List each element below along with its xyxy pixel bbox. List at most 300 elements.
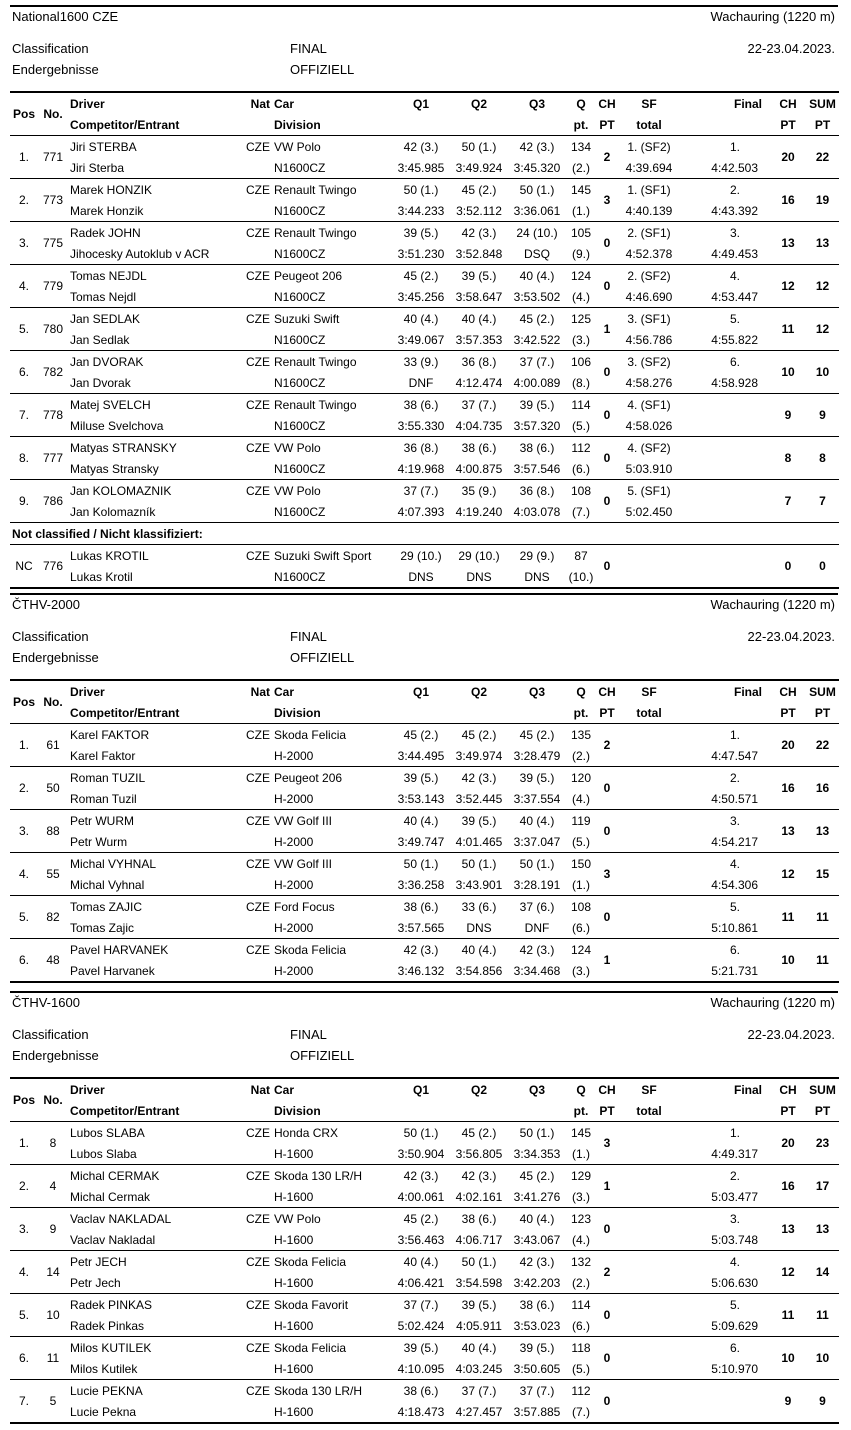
q2-time: 4:06.717 bbox=[455, 1232, 503, 1247]
no-cell: 55 bbox=[38, 853, 68, 896]
division-cell: N1600CZ bbox=[274, 375, 326, 390]
final-time bbox=[680, 566, 770, 588]
chpt-cell: 9 bbox=[770, 394, 806, 437]
sf-time: 4:58.026 bbox=[625, 418, 673, 433]
table-row bbox=[10, 939, 839, 961]
driver-cell: Jan DVORAK bbox=[68, 351, 240, 373]
division-cell: N1600CZ bbox=[274, 504, 326, 519]
status-final: FINAL bbox=[290, 629, 327, 644]
col-competitor: Competitor/Entrant bbox=[70, 705, 180, 720]
venue: Wachauring (1220 m) bbox=[710, 995, 835, 1010]
table-row bbox=[10, 1251, 839, 1273]
q3-points: 37 (7.) bbox=[508, 351, 566, 373]
car-cell: Peugeot 206 bbox=[272, 767, 392, 789]
final-time: 4:43.392 bbox=[711, 203, 758, 218]
table-row-sub bbox=[10, 372, 839, 394]
pos-cell: 6. bbox=[10, 939, 38, 983]
table-row-sub bbox=[10, 200, 839, 222]
sum-cell: 12 bbox=[806, 308, 839, 351]
pos-cell: 2. bbox=[10, 179, 38, 222]
ch-points: 0 bbox=[596, 222, 618, 265]
competitor-cell: Milos Kutilek bbox=[70, 1361, 138, 1376]
col-final: Final bbox=[733, 684, 762, 699]
q-rank: (6.) bbox=[572, 920, 590, 935]
car-cell: Renault Twingo bbox=[272, 179, 392, 201]
q3-time: 3:36.061 bbox=[513, 203, 561, 218]
q2-points: 38 (6.) bbox=[450, 1208, 508, 1230]
sf-time bbox=[618, 1272, 680, 1294]
q3-points: 40 (4.) bbox=[508, 810, 566, 832]
table-header-row bbox=[10, 680, 839, 702]
col-car: Car bbox=[274, 96, 295, 111]
competitor-cell: Petr Jech bbox=[70, 1275, 121, 1290]
division-cell: H-2000 bbox=[274, 748, 314, 763]
q1-points: 29 (10.) bbox=[392, 545, 450, 567]
competitor-cell: Michal Cermak bbox=[70, 1189, 151, 1204]
q-rank: (6.) bbox=[572, 461, 590, 476]
col-final: Final bbox=[733, 96, 762, 111]
chpt-cell: 10 bbox=[770, 939, 806, 983]
q2-points: 50 (1.) bbox=[450, 853, 508, 875]
division-cell: H-2000 bbox=[274, 834, 314, 849]
sf-time: 4:58.276 bbox=[625, 375, 673, 390]
q-rank: (3.) bbox=[572, 963, 590, 978]
final-position: 2. bbox=[680, 179, 770, 201]
pos-cell: 2. bbox=[10, 767, 38, 810]
table-row bbox=[10, 136, 839, 158]
q2-points: 50 (1.) bbox=[450, 1251, 508, 1273]
q2-time: 3:54.856 bbox=[455, 963, 503, 978]
competitor-cell: Michal Vyhnal bbox=[70, 877, 145, 892]
table-row-sub bbox=[10, 1315, 839, 1337]
division-cell: N1600CZ bbox=[274, 160, 326, 175]
ch-points: 1 bbox=[596, 308, 618, 351]
division-cell: H-1600 bbox=[274, 1146, 314, 1161]
q-points: 105 bbox=[566, 222, 596, 244]
table-row-sub bbox=[10, 1401, 839, 1423]
car-cell: VW Golf III bbox=[272, 853, 392, 875]
nat-cell: CZE bbox=[240, 724, 272, 746]
q1-points: 40 (4.) bbox=[392, 1251, 450, 1273]
sf-time bbox=[618, 1143, 680, 1165]
q3-points: 40 (4.) bbox=[508, 265, 566, 287]
status-offiziell: OFFIZIELL bbox=[290, 1048, 355, 1063]
q1-time: 4:07.393 bbox=[397, 504, 445, 519]
final-time: 4:47.547 bbox=[711, 748, 758, 763]
sum-cell: 12 bbox=[806, 265, 839, 308]
q1-points: 42 (3.) bbox=[392, 136, 450, 158]
q-points: 150 bbox=[566, 853, 596, 875]
q3-points: 42 (3.) bbox=[508, 136, 566, 158]
sf-position bbox=[618, 939, 680, 961]
chpt-cell: 16 bbox=[770, 1165, 806, 1208]
q-points: 124 bbox=[566, 939, 596, 961]
final-time: 4:49.317 bbox=[711, 1146, 758, 1161]
final-position bbox=[680, 1380, 770, 1402]
sum-cell: 11 bbox=[806, 896, 839, 939]
competitor-cell: Roman Tuzil bbox=[70, 791, 137, 806]
car-cell: Skoda Felicia bbox=[272, 1251, 392, 1273]
col-q1: Q1 bbox=[412, 96, 429, 111]
col-ch-sub: PT bbox=[599, 117, 615, 132]
q-points: 120 bbox=[566, 767, 596, 789]
q3-points: 37 (6.) bbox=[508, 896, 566, 918]
q2-time: 3:49.974 bbox=[455, 748, 503, 763]
sf-position: 4. (SF1) bbox=[618, 394, 680, 416]
table-row bbox=[10, 480, 839, 502]
sf-time bbox=[618, 874, 680, 896]
no-cell: 771 bbox=[38, 136, 68, 179]
status-offiziell: OFFIZIELL bbox=[290, 62, 355, 77]
q3-points: 40 (4.) bbox=[508, 1208, 566, 1230]
sf-position: 2. (SF2) bbox=[618, 265, 680, 287]
q-points: 135 bbox=[566, 724, 596, 746]
division-cell: H-1600 bbox=[274, 1361, 314, 1376]
q1-time: 4:06.421 bbox=[397, 1275, 445, 1290]
q2-points: 45 (2.) bbox=[450, 179, 508, 201]
q3-time: 3:53.023 bbox=[513, 1318, 561, 1333]
table-row bbox=[10, 545, 839, 567]
car-cell: Peugeot 206 bbox=[272, 265, 392, 287]
table-row bbox=[10, 1122, 839, 1144]
q3-time: 3:41.276 bbox=[513, 1189, 561, 1204]
col-nat: Nat bbox=[250, 684, 270, 699]
no-cell: 88 bbox=[38, 810, 68, 853]
final-time: 5:03.477 bbox=[711, 1189, 758, 1204]
q1-time: 3:51.230 bbox=[397, 246, 445, 261]
ch-points: 0 bbox=[596, 265, 618, 308]
col-sf-sub: total bbox=[636, 705, 662, 720]
car-cell: Suzuki Swift Sport bbox=[272, 545, 392, 567]
car-cell: Renault Twingo bbox=[272, 394, 392, 416]
table-row bbox=[10, 265, 839, 287]
driver-cell: Jan SEDLAK bbox=[68, 308, 240, 330]
chpt-cell: 0 bbox=[770, 545, 806, 589]
division-cell: N1600CZ bbox=[274, 246, 326, 261]
col-chpt-sub: PT bbox=[780, 117, 796, 132]
q1-time: 3:55.330 bbox=[397, 418, 445, 433]
results-table bbox=[10, 91, 839, 589]
table-row bbox=[10, 222, 839, 244]
q-rank: (2.) bbox=[572, 748, 590, 763]
driver-cell: Tomas ZAJIC bbox=[68, 896, 240, 918]
col-nat: Nat bbox=[250, 96, 270, 111]
driver-cell: Marek HONZIK bbox=[68, 179, 240, 201]
division-cell: N1600CZ bbox=[274, 569, 326, 584]
status-final: FINAL bbox=[290, 41, 327, 56]
chpt-cell: 16 bbox=[770, 179, 806, 222]
pos-cell: 7. bbox=[10, 394, 38, 437]
col-pos: Pos bbox=[12, 695, 35, 709]
final-time: 4:42.503 bbox=[711, 160, 758, 175]
col-division: Division bbox=[274, 1103, 321, 1118]
q1-time: 3:45.985 bbox=[397, 160, 445, 175]
q1-time: 5:02.424 bbox=[397, 1318, 445, 1333]
final-time bbox=[680, 501, 770, 523]
q1-points: 42 (3.) bbox=[392, 939, 450, 961]
ch-points: 3 bbox=[596, 179, 618, 222]
pos-cell: 5. bbox=[10, 1294, 38, 1337]
classification-label: Classification bbox=[12, 629, 89, 644]
q2-time: 3:52.445 bbox=[455, 791, 503, 806]
competitor-cell: Tomas Nejdl bbox=[70, 289, 137, 304]
q1-points: 50 (1.) bbox=[392, 853, 450, 875]
venue: Wachauring (1220 m) bbox=[710, 9, 835, 24]
q1-time: 3:50.904 bbox=[397, 1146, 445, 1161]
final-time: 4:54.306 bbox=[711, 877, 758, 892]
driver-cell: Matyas STRANSKY bbox=[68, 437, 240, 459]
table-header-row bbox=[10, 114, 839, 136]
table-row bbox=[10, 724, 839, 746]
col-q: Q bbox=[576, 684, 586, 699]
table-row bbox=[10, 767, 839, 789]
nat-cell: CZE bbox=[240, 351, 272, 373]
no-cell: 82 bbox=[38, 896, 68, 939]
driver-cell: Radek JOHN bbox=[68, 222, 240, 244]
ch-points: 1 bbox=[596, 1165, 618, 1208]
table-row-sub bbox=[10, 501, 839, 523]
q-points: 108 bbox=[566, 896, 596, 918]
q2-points: 42 (3.) bbox=[450, 767, 508, 789]
table-row-sub bbox=[10, 286, 839, 308]
competitor-cell: Marek Honzik bbox=[70, 203, 144, 218]
q2-points: 42 (3.) bbox=[450, 1165, 508, 1187]
final-time: 5:10.970 bbox=[711, 1361, 758, 1376]
col-sf: SF bbox=[641, 1082, 657, 1097]
final-position: 6. bbox=[680, 939, 770, 961]
chpt-cell: 12 bbox=[770, 853, 806, 896]
sf-time bbox=[618, 1401, 680, 1423]
table-header-row bbox=[10, 702, 839, 724]
col-q1: Q1 bbox=[412, 684, 429, 699]
chpt-cell: 11 bbox=[770, 308, 806, 351]
pos-cell: 5. bbox=[10, 308, 38, 351]
q-points: 145 bbox=[566, 1122, 596, 1144]
q-rank: (5.) bbox=[572, 1361, 590, 1376]
driver-cell: Petr JECH bbox=[68, 1251, 240, 1273]
q2-time: 3:43.901 bbox=[455, 877, 503, 892]
nat-cell: CZE bbox=[240, 179, 272, 201]
sum-cell: 13 bbox=[806, 1208, 839, 1251]
classification-label: Classification bbox=[12, 41, 89, 56]
col-driver: Driver bbox=[70, 96, 105, 111]
q3-points: 45 (2.) bbox=[508, 308, 566, 330]
car-cell: VW Golf III bbox=[272, 810, 392, 832]
sf-time: 4:52.378 bbox=[625, 246, 673, 261]
q3-points: 45 (2.) bbox=[508, 1165, 566, 1187]
sf-position bbox=[618, 1165, 680, 1187]
final-position: 3. bbox=[680, 810, 770, 832]
driver-cell: Michal VYHNAL bbox=[68, 853, 240, 875]
q1-points: 40 (4.) bbox=[392, 308, 450, 330]
ch-points: 0 bbox=[596, 545, 618, 589]
sf-time bbox=[618, 788, 680, 810]
driver-cell: Matej SVELCH bbox=[68, 394, 240, 416]
sf-time bbox=[618, 831, 680, 853]
driver-cell: Jiri STERBA bbox=[68, 136, 240, 158]
driver-cell: Radek PINKAS bbox=[68, 1294, 240, 1316]
q3-time: 3:37.554 bbox=[513, 791, 561, 806]
q3-time: 3:57.885 bbox=[513, 1404, 561, 1419]
pos-cell: 2. bbox=[10, 1165, 38, 1208]
q-rank: (10.) bbox=[568, 569, 594, 584]
q3-time: 3:45.320 bbox=[513, 160, 561, 175]
q2-points: 40 (4.) bbox=[450, 939, 508, 961]
sf-position bbox=[618, 896, 680, 918]
driver-cell: Lubos SLABA bbox=[68, 1122, 240, 1144]
q3-points: 37 (7.) bbox=[508, 1380, 566, 1402]
q-rank: (4.) bbox=[572, 1232, 590, 1247]
q1-points: 50 (1.) bbox=[392, 179, 450, 201]
sf-position bbox=[618, 767, 680, 789]
pos-cell: 3. bbox=[10, 810, 38, 853]
driver-cell: Jan KOLOMAZNIK bbox=[68, 480, 240, 502]
q1-points: 36 (8.) bbox=[392, 437, 450, 459]
col-nat-blank bbox=[240, 702, 272, 724]
q-points: 124 bbox=[566, 265, 596, 287]
q1-time: 4:18.473 bbox=[397, 1404, 445, 1419]
nat-cell: CZE bbox=[240, 767, 272, 789]
q1-time: 4:00.061 bbox=[397, 1189, 445, 1204]
competitor-cell: Jiri Sterba bbox=[70, 160, 125, 175]
q2-time: 4:02.161 bbox=[455, 1189, 503, 1204]
ch-points: 2 bbox=[596, 136, 618, 179]
chpt-cell: 13 bbox=[770, 810, 806, 853]
chpt-cell: 20 bbox=[770, 136, 806, 179]
q-rank: (7.) bbox=[572, 504, 590, 519]
q1-points: 37 (7.) bbox=[392, 480, 450, 502]
q2-points: 29 (10.) bbox=[450, 545, 508, 567]
class-name: National1600 CZE bbox=[12, 9, 119, 24]
sum-cell: 14 bbox=[806, 1251, 839, 1294]
col-sf-sub: total bbox=[636, 117, 662, 132]
q2-points: 38 (6.) bbox=[450, 437, 508, 459]
final-time bbox=[680, 1401, 770, 1423]
not-classified-label: Not classified / Nicht klassifiziert: bbox=[10, 523, 839, 545]
ch-points: 2 bbox=[596, 1251, 618, 1294]
sf-position: 4. (SF2) bbox=[618, 437, 680, 459]
no-cell: 14 bbox=[38, 1251, 68, 1294]
table-row-sub bbox=[10, 788, 839, 810]
no-cell: 48 bbox=[38, 939, 68, 983]
q3-points: 42 (3.) bbox=[508, 1251, 566, 1273]
q1-points: 38 (6.) bbox=[392, 896, 450, 918]
nat-cell: CZE bbox=[240, 1165, 272, 1187]
ch-points: 3 bbox=[596, 853, 618, 896]
chpt-cell: 20 bbox=[770, 724, 806, 767]
final-position: 1. bbox=[680, 724, 770, 746]
col-nat-blank bbox=[240, 114, 272, 136]
q3-points: 39 (5.) bbox=[508, 1337, 566, 1359]
q3-points: 24 (10.) bbox=[508, 222, 566, 244]
nat-cell: CZE bbox=[240, 939, 272, 961]
q2-points: 45 (2.) bbox=[450, 724, 508, 746]
final-position: 4. bbox=[680, 265, 770, 287]
final-time: 5:06.630 bbox=[711, 1275, 758, 1290]
sum-cell: 13 bbox=[806, 810, 839, 853]
driver-cell: Tomas NEJDL bbox=[68, 265, 240, 287]
car-cell: Skoda Felicia bbox=[272, 939, 392, 961]
q3-time: 3:42.203 bbox=[513, 1275, 561, 1290]
sf-position bbox=[618, 1337, 680, 1359]
col-no: No. bbox=[43, 107, 63, 121]
q1-time: 3:53.143 bbox=[397, 791, 445, 806]
division-cell: H-1600 bbox=[274, 1232, 314, 1247]
nat-cell: CZE bbox=[240, 1294, 272, 1316]
results-table bbox=[10, 1077, 839, 1424]
final-time bbox=[680, 458, 770, 480]
chpt-cell: 12 bbox=[770, 1251, 806, 1294]
section-top-rule bbox=[10, 593, 838, 595]
final-position: 3. bbox=[680, 1208, 770, 1230]
ch-points: 0 bbox=[596, 394, 618, 437]
no-cell: 61 bbox=[38, 724, 68, 767]
driver-cell: Pavel HARVANEK bbox=[68, 939, 240, 961]
sum-cell: 10 bbox=[806, 351, 839, 394]
endergebnisse-label: Endergebnisse bbox=[12, 62, 99, 77]
ch-points: 0 bbox=[596, 767, 618, 810]
nat-cell: CZE bbox=[240, 896, 272, 918]
q1-time: 4:19.968 bbox=[397, 461, 445, 476]
col-nat: Nat bbox=[250, 1082, 270, 1097]
sf-position: 1. (SF2) bbox=[618, 136, 680, 158]
section-top-rule bbox=[10, 991, 838, 993]
ch-points: 0 bbox=[596, 896, 618, 939]
no-cell: 775 bbox=[38, 222, 68, 265]
q1-time: DNF bbox=[408, 375, 434, 390]
division-cell: H-1600 bbox=[274, 1404, 314, 1419]
sf-time bbox=[618, 917, 680, 939]
car-cell: Honda CRX bbox=[272, 1122, 392, 1144]
q2-points: 35 (9.) bbox=[450, 480, 508, 502]
ch-points: 2 bbox=[596, 724, 618, 767]
col-q1: Q1 bbox=[412, 1082, 429, 1097]
q2-time: 3:58.647 bbox=[455, 289, 503, 304]
table-row bbox=[10, 810, 839, 832]
final-position bbox=[680, 545, 770, 567]
q3-time: 3:57.546 bbox=[513, 461, 561, 476]
q2-time: 4:19.240 bbox=[455, 504, 503, 519]
q2-time: 4:04.735 bbox=[455, 418, 503, 433]
q-points: 145 bbox=[566, 179, 596, 201]
col-ch-sub: PT bbox=[599, 705, 615, 720]
chpt-cell: 11 bbox=[770, 896, 806, 939]
division-cell: H-1600 bbox=[274, 1189, 314, 1204]
col-chpt-sub: PT bbox=[780, 705, 796, 720]
chpt-cell: 16 bbox=[770, 767, 806, 810]
competitor-cell: Lukas Krotil bbox=[70, 569, 133, 584]
division-cell: N1600CZ bbox=[274, 289, 326, 304]
pos-cell: 9. bbox=[10, 480, 38, 523]
sum-cell: 23 bbox=[806, 1122, 839, 1165]
q3-time: 3:53.502 bbox=[513, 289, 561, 304]
q-points: 114 bbox=[566, 394, 596, 416]
chpt-cell: 13 bbox=[770, 222, 806, 265]
q3-time: DNF bbox=[524, 920, 550, 935]
final-position: 5. bbox=[680, 308, 770, 330]
q2-time: 3:57.353 bbox=[455, 332, 503, 347]
sum-cell: 10 bbox=[806, 1337, 839, 1380]
q2-points: 39 (5.) bbox=[450, 265, 508, 287]
chpt-cell: 20 bbox=[770, 1122, 806, 1165]
q3-time: 3:57.320 bbox=[513, 418, 561, 433]
sf-position bbox=[618, 1208, 680, 1230]
col-ch: CH bbox=[598, 1082, 616, 1097]
table-row-sub bbox=[10, 1358, 839, 1380]
final-position: 5. bbox=[680, 1294, 770, 1316]
q3-points: 38 (6.) bbox=[508, 1294, 566, 1316]
sf-time bbox=[618, 1229, 680, 1251]
